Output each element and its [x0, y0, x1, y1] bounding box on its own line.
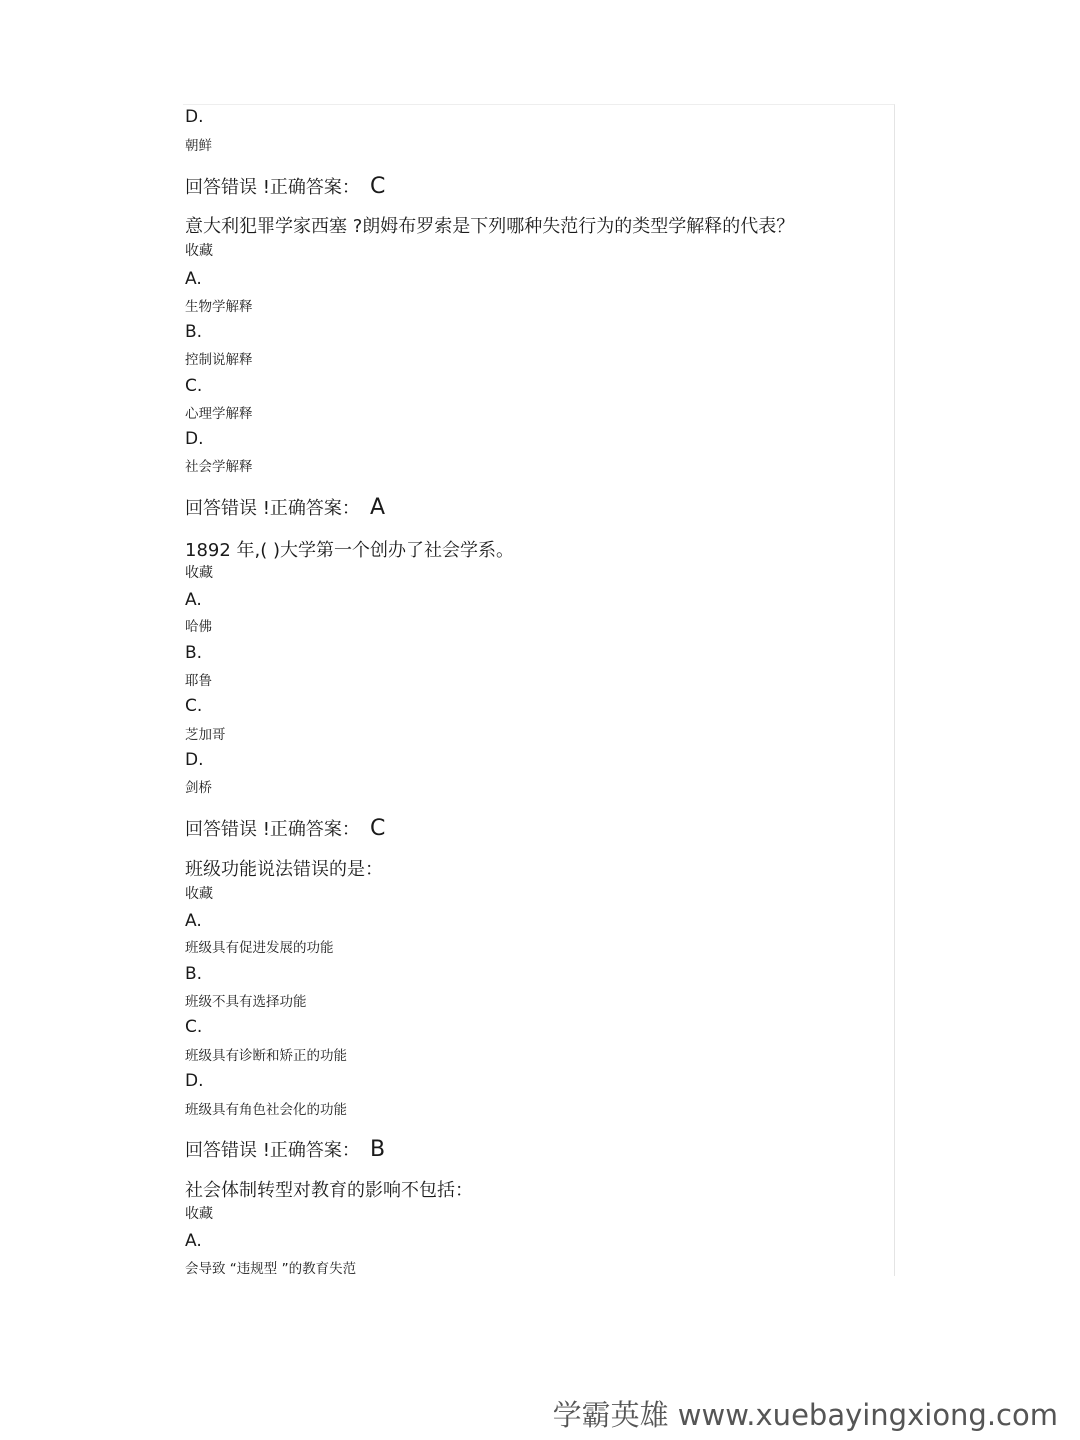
correct-answer: B [369, 1137, 386, 1162]
option-letter[interactable]: D. [185, 1071, 204, 1091]
option-letter[interactable]: A. [185, 911, 202, 931]
option-letter[interactable]: D. [185, 429, 204, 449]
option-letter[interactable]: B. [185, 322, 203, 342]
option-text[interactable]: 会导致 “违规型 ”的教育失范 [185, 1261, 357, 1277]
option-text[interactable]: 控制说解释 [185, 352, 253, 368]
answer-result-label: 回答错误 !正确答案： [185, 819, 360, 840]
option-letter: D. [185, 107, 204, 127]
favorite-link[interactable]: 收藏 [185, 243, 213, 259]
option-text[interactable]: 芝加哥 [185, 727, 226, 743]
option-text[interactable]: 生物学解释 [185, 299, 253, 315]
answer-result [185, 815, 385, 841]
question-text: 班级功能说法错误的是： [185, 859, 383, 880]
option-letter[interactable]: C. [185, 1017, 203, 1037]
correct-answer: C [369, 816, 386, 841]
answer-result-label: 回答错误 !正确答案： [185, 1140, 360, 1161]
answer-result [185, 494, 385, 520]
option-text[interactable]: 班级具有促进发展的功能 [185, 940, 334, 956]
option-text[interactable]: 剑桥 [185, 780, 212, 796]
answer-result-label: 回答错误 !正确答案： [185, 177, 360, 198]
answer-result [185, 173, 385, 199]
option-text[interactable]: 哈佛 [185, 619, 212, 635]
correct-answer: C [369, 174, 386, 199]
option-letter[interactable]: B. [185, 964, 203, 984]
option-letter[interactable]: A. [185, 590, 202, 610]
option-text[interactable]: 班级具有诊断和矫正的功能 [185, 1048, 347, 1064]
answer-result [185, 1136, 385, 1162]
option-letter[interactable]: B. [185, 643, 203, 663]
question-text: 意大利犯罪学家西塞 ?朗姆布罗索是下列哪种失范行为的类型学解释的代表？ [185, 216, 795, 237]
correct-answer: A [369, 495, 385, 520]
option-text[interactable]: 耶鲁 [185, 673, 212, 689]
favorite-link[interactable]: 收藏 [185, 565, 213, 581]
option-letter[interactable]: D. [185, 750, 204, 770]
answer-result-label: 回答错误 !正确答案： [185, 498, 360, 519]
watermark: 学霸英雄 www.xuebayingxiong.com [552, 1398, 1058, 1432]
option-text: 朝鲜 [185, 138, 212, 154]
document-page [183, 104, 895, 1276]
option-letter[interactable]: C. [185, 376, 203, 396]
option-letter[interactable]: A. [185, 1231, 202, 1251]
option-text[interactable]: 班级不具有选择功能 [185, 994, 307, 1010]
option-letter[interactable]: C. [185, 696, 203, 716]
favorite-link[interactable]: 收藏 [185, 1206, 213, 1222]
option-text[interactable]: 社会学解释 [185, 459, 253, 475]
option-text[interactable]: 班级具有角色社会化的功能 [185, 1102, 347, 1118]
question-text: 社会体制转型对教育的影响不包括： [185, 1180, 473, 1201]
question-text: 1892 年,( )大学第一个创办了社会学系。 [185, 540, 515, 561]
option-letter[interactable]: A. [185, 269, 202, 289]
option-text[interactable]: 心理学解释 [185, 406, 253, 422]
favorite-link[interactable]: 收藏 [185, 886, 213, 902]
